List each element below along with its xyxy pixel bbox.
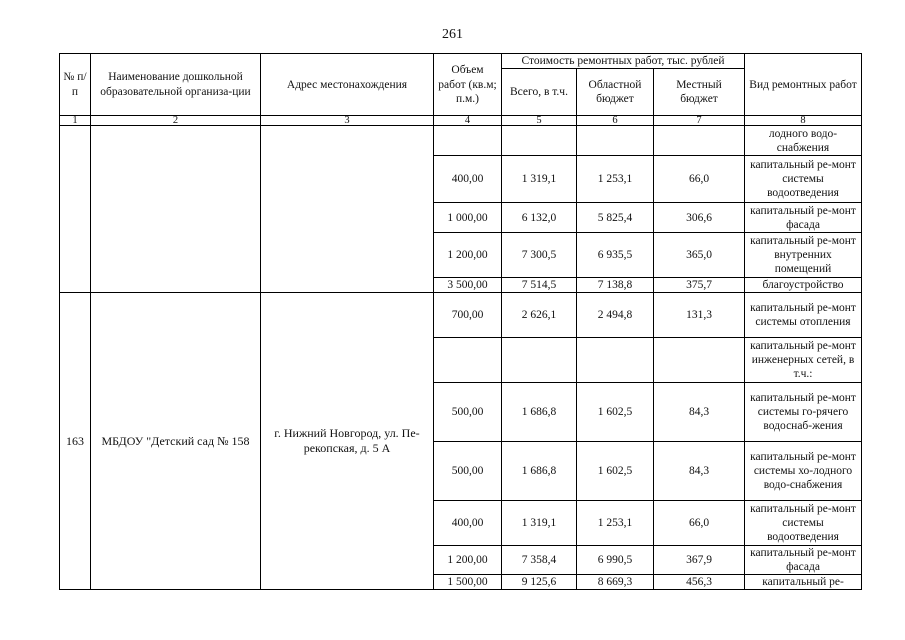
work-type-cell: капитальный ре-монт системы отопления — [745, 293, 862, 338]
regional-cell: 6 935,5 — [577, 233, 654, 278]
work-type-cell: капитальный ре-монт инженерных сетей, в т.ч.: — [745, 338, 862, 383]
work-type-cell: лодного водо-снабжения — [745, 126, 862, 156]
local-cell: 66,0 — [654, 156, 745, 203]
volume-cell: 1 200,00 — [434, 546, 502, 575]
work-type-cell: капитальный ре- — [745, 575, 862, 590]
work-type-cell: капитальный ре-монт системы водоотведения — [745, 156, 862, 203]
volume-cell — [434, 338, 502, 383]
volume-cell: 400,00 — [434, 501, 502, 546]
header-total: Всего, в т.ч. — [502, 69, 577, 116]
total-cell: 7 358,4 — [502, 546, 577, 575]
total-cell — [502, 338, 577, 383]
table-row — [60, 293, 862, 338]
repair-works-table — [59, 53, 862, 590]
header-local: Местный бюджет — [654, 69, 745, 116]
local-cell: 66,0 — [654, 501, 745, 546]
local-cell — [654, 338, 745, 383]
regional-cell — [577, 126, 654, 156]
total-cell: 1 319,1 — [502, 501, 577, 546]
local-cell: 306,6 — [654, 203, 745, 233]
regional-cell: 6 990,5 — [577, 546, 654, 575]
header-work-type: Вид ремонтных работ — [745, 54, 862, 116]
column-index: 4 — [434, 116, 502, 126]
column-index: 5 — [502, 116, 577, 126]
local-cell: 131,3 — [654, 293, 745, 338]
local-cell: 456,3 — [654, 575, 745, 590]
work-type-cell: капитальный ре-монт системы хо-лодного водо-снабжения — [745, 442, 862, 501]
header-volume: Объем работ (кв.м; п.м.) — [434, 54, 502, 116]
local-cell: 375,7 — [654, 278, 745, 293]
work-type-cell: капитальный ре-монт внутренних помещений — [745, 233, 862, 278]
total-cell — [502, 126, 577, 156]
volume-cell: 400,00 — [434, 156, 502, 203]
local-cell — [654, 126, 745, 156]
table-row — [60, 126, 862, 156]
column-index: 3 — [261, 116, 434, 126]
header-address: Адрес местонахождения — [261, 54, 434, 116]
local-cell: 367,9 — [654, 546, 745, 575]
volume-cell: 500,00 — [434, 383, 502, 442]
regional-cell: 2 494,8 — [577, 293, 654, 338]
regional-cell: 1 253,1 — [577, 156, 654, 203]
column-index: 6 — [577, 116, 654, 126]
header-cost-group: Стоимость ремонтных работ, тыс. рублей — [502, 54, 745, 69]
local-cell: 365,0 — [654, 233, 745, 278]
total-cell: 2 626,1 — [502, 293, 577, 338]
regional-cell: 1 253,1 — [577, 501, 654, 546]
total-cell: 7 514,5 — [502, 278, 577, 293]
header-regional: Областной бюджет — [577, 69, 654, 116]
column-index: 7 — [654, 116, 745, 126]
volume-cell: 700,00 — [434, 293, 502, 338]
regional-cell: 1 602,5 — [577, 442, 654, 501]
volume-cell — [434, 126, 502, 156]
total-cell: 1 319,1 — [502, 156, 577, 203]
total-cell: 7 300,5 — [502, 233, 577, 278]
local-cell: 84,3 — [654, 383, 745, 442]
regional-cell: 7 138,8 — [577, 278, 654, 293]
work-type-cell: капитальный ре-монт фасада — [745, 203, 862, 233]
total-cell: 1 686,8 — [502, 442, 577, 501]
column-index: 1 — [60, 116, 91, 126]
prev-address-cell — [261, 126, 434, 293]
work-type-cell: капитальный ре-монт системы го-рячего водоснаб-жения — [745, 383, 862, 442]
column-index: 2 — [91, 116, 261, 126]
work-type-cell: капитальный ре-монт системы водоотведения — [745, 501, 862, 546]
regional-cell: 5 825,4 — [577, 203, 654, 233]
total-cell: 9 125,6 — [502, 575, 577, 590]
volume-cell: 3 500,00 — [434, 278, 502, 293]
organization-name: МБДОУ "Детский сад № 158 — [91, 293, 261, 590]
volume-cell: 500,00 — [434, 442, 502, 501]
header-name: Наименование дошкольной образовательной организа-ции — [91, 54, 261, 116]
regional-cell — [577, 338, 654, 383]
volume-cell: 1 200,00 — [434, 233, 502, 278]
page-number: 261 — [442, 27, 463, 42]
prev-name-cell — [91, 126, 261, 293]
regional-cell: 8 669,3 — [577, 575, 654, 590]
header-no: № п/п — [60, 54, 91, 116]
object-number: 163 — [60, 293, 91, 590]
work-type-cell: благоустройство — [745, 278, 862, 293]
total-cell: 6 132,0 — [502, 203, 577, 233]
local-cell: 84,3 — [654, 442, 745, 501]
prev-no-cell — [60, 126, 91, 293]
column-index: 8 — [745, 116, 862, 126]
column-index-row — [60, 116, 862, 126]
work-type-cell: капитальный ре-монт фасада — [745, 546, 862, 575]
organization-address: г. Нижний Новгород, ул. Пе-рекопская, д. 5 А — [261, 293, 434, 590]
volume-cell: 1 500,00 — [434, 575, 502, 590]
regional-cell: 1 602,5 — [577, 383, 654, 442]
total-cell: 1 686,8 — [502, 383, 577, 442]
volume-cell: 1 000,00 — [434, 203, 502, 233]
